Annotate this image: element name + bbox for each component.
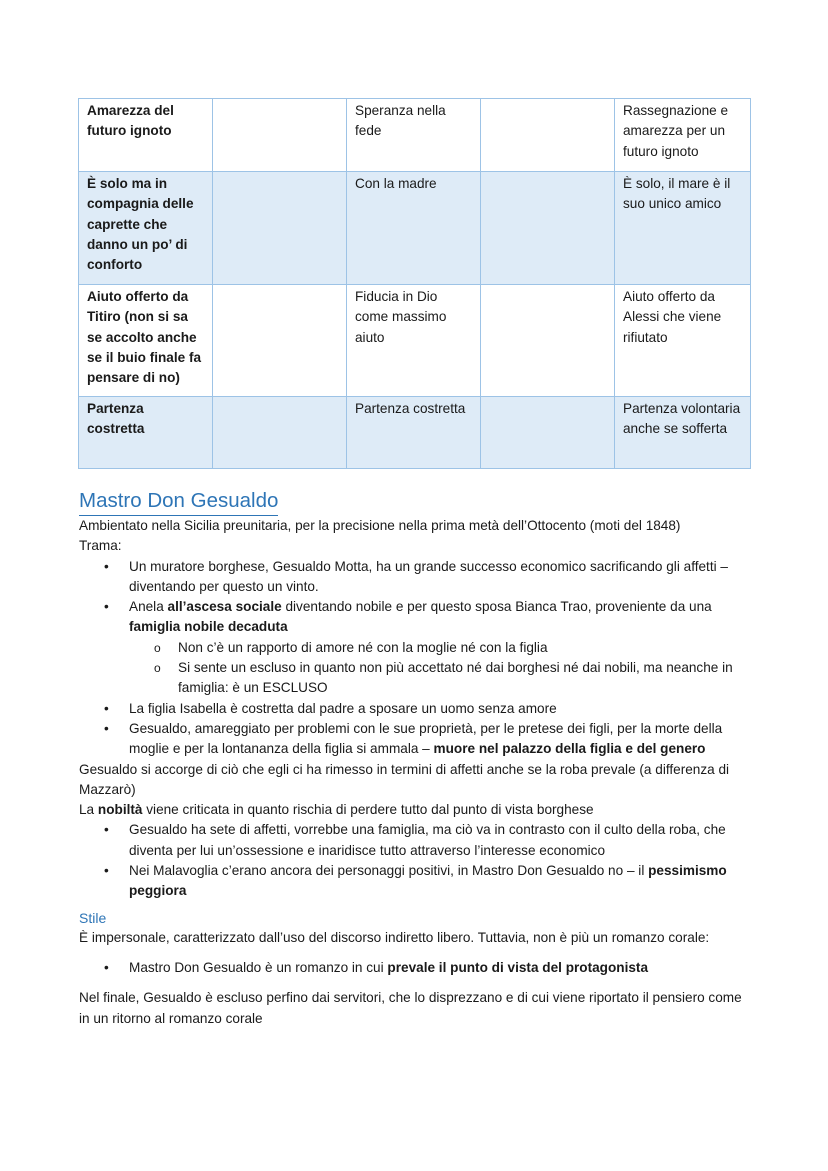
list-item (128, 638, 751, 658)
nobilta-paragraph (79, 800, 751, 820)
table-cell: Rassegnazione e amarezza per un futuro ignoto (615, 99, 751, 172)
list-item-text: diventando nobile e per questo sposa Bianca Trao, proveniente da una (281, 599, 712, 615)
bold-text: all’ascesa sociale (167, 599, 282, 615)
table-row (79, 99, 751, 172)
table-cell: Amarezza del futuro ignoto (79, 99, 213, 172)
bullet-icon: • (104, 720, 109, 736)
stile-intro: È impersonale, caratterizzato dall’uso del discorso indiretto libero. Tuttavia, non è più un romanzo corale: (79, 929, 710, 945)
list-item (79, 820, 751, 861)
table-row (79, 172, 751, 285)
nobilta-list (79, 820, 751, 901)
list-item-text: Anela (129, 599, 168, 615)
list-item (79, 699, 751, 719)
list-item (79, 719, 751, 760)
table-cell (213, 99, 347, 172)
intro-paragraph: Ambientato nella Sicilia preunitaria, per la precisione nella prima metà dell’Ottocento (moti del 1848) (79, 518, 681, 533)
list-item-text: La figlia Isabella è costretta dal padre a sposare un uomo senza amore (129, 700, 557, 716)
circle-bullet-icon: o (154, 640, 161, 655)
trama-label: Trama: (79, 538, 122, 554)
list-item-text: Non c’è un rapporto di amore né con la moglie né con la figlia (178, 639, 548, 655)
bullet-icon: • (104, 700, 109, 716)
list-item (79, 557, 751, 598)
comparison-table (78, 98, 751, 469)
table-cell (481, 285, 615, 397)
list-item-text: Gesualdo, amareggiato per problemi con le sue proprietà, per le pretese dei figli, per la morte della moglie e per la lontananza della figlia si ammala – (129, 720, 723, 757)
stile-list (79, 958, 751, 978)
table-cell: Partenza volontaria anche se sofferta (615, 397, 751, 469)
trama-list (79, 557, 751, 638)
table-cell: Aiuto offerto da Alessi che viene rifiutato (615, 285, 751, 397)
table-cell: Speranza nella fede (347, 99, 481, 172)
list-item (128, 658, 751, 699)
affetti-paragraph: Gesualdo si accorge di ciò che egli ci ha rimesso in termini di affetti anche se la roba prevale (a differenza di Mazzarò) (79, 761, 730, 797)
bold-text: prevale il punto di vista del protagonista (387, 959, 649, 975)
bullet-icon: • (104, 959, 109, 975)
bold-text: muore nel palazzo della figlia e del genero (433, 741, 706, 757)
table-cell: È solo ma in compagnia delle caprette che danno un po’ di conforto (79, 172, 213, 285)
table-cell (213, 397, 347, 469)
circle-bullet-icon: o (154, 661, 161, 676)
table-cell: È solo, il mare è il suo unico amico (615, 172, 751, 285)
table-row (79, 397, 751, 469)
document-body (79, 487, 751, 1029)
table-cell: Partenza costretta (347, 397, 481, 469)
table-cell: Fiducia in Dio come massimo aiuto (347, 285, 481, 397)
list-item-text: Un muratore borghese, Gesualdo Motta, ha un grande successo economico sacrificando gli affetti – diventando per questo un vinto. (129, 558, 728, 594)
paragraph-text: La (79, 802, 98, 818)
bold-text: nobiltà (97, 802, 143, 818)
bullet-icon: • (104, 558, 109, 574)
list-item-text: Gesualdo ha sete di affetti, vorrebbe una famiglia, ma ciò va in contrasto con il culto della roba, che diventa per lui un’ossessione e inaridisce tutto attraverso l’interesse economico (129, 822, 726, 858)
subsection-heading: Stile (79, 909, 107, 926)
table-cell: Partenza costretta (79, 397, 213, 469)
bullet-icon: • (104, 822, 109, 838)
list-item-text: Si sente un escluso in quanto non più accettato né dai borghesi né dai nobili, ma neanche in famiglia: è un ESCLUSO (178, 660, 733, 696)
list-item (79, 861, 751, 902)
table-cell (481, 397, 615, 469)
table-cell (213, 285, 347, 397)
section-heading: Mastro Don Gesualdo (79, 487, 278, 516)
table-cell (481, 172, 615, 285)
trama-list-cont (79, 699, 751, 760)
table-cell (481, 99, 615, 172)
final-paragraph: Nel finale, Gesualdo è escluso perfino dai servitori, che lo disprezzano e di cui viene riportato il pensiero come in un ritorno al romanzo corale (79, 990, 742, 1026)
table-cell: Con la madre (347, 172, 481, 285)
sub-list (79, 638, 751, 699)
spacer (79, 978, 751, 988)
list-item-text: Nei Malavoglia c’erano ancora dei personaggi positivi, in Mastro Don Gesualdo no – il (129, 863, 649, 879)
table-cell: Aiuto offerto da Titiro (non si sa se accolto anche se il buio finale fa pensare di no) (79, 285, 213, 397)
bold-text: pessimismo peggiora (129, 863, 727, 899)
bold-text: famiglia nobile decaduta (129, 619, 288, 635)
list-item (79, 958, 751, 978)
table-cell (213, 172, 347, 285)
table-row (79, 285, 751, 397)
bullet-icon: • (104, 863, 109, 879)
list-item-text: Mastro Don Gesualdo è un romanzo in cui (129, 959, 388, 975)
list-item (79, 597, 751, 638)
spacer (79, 948, 751, 958)
paragraph-text: viene criticata in quanto rischia di perdere tutto dal punto di vista borghese (142, 802, 594, 818)
bullet-icon: • (104, 599, 109, 615)
